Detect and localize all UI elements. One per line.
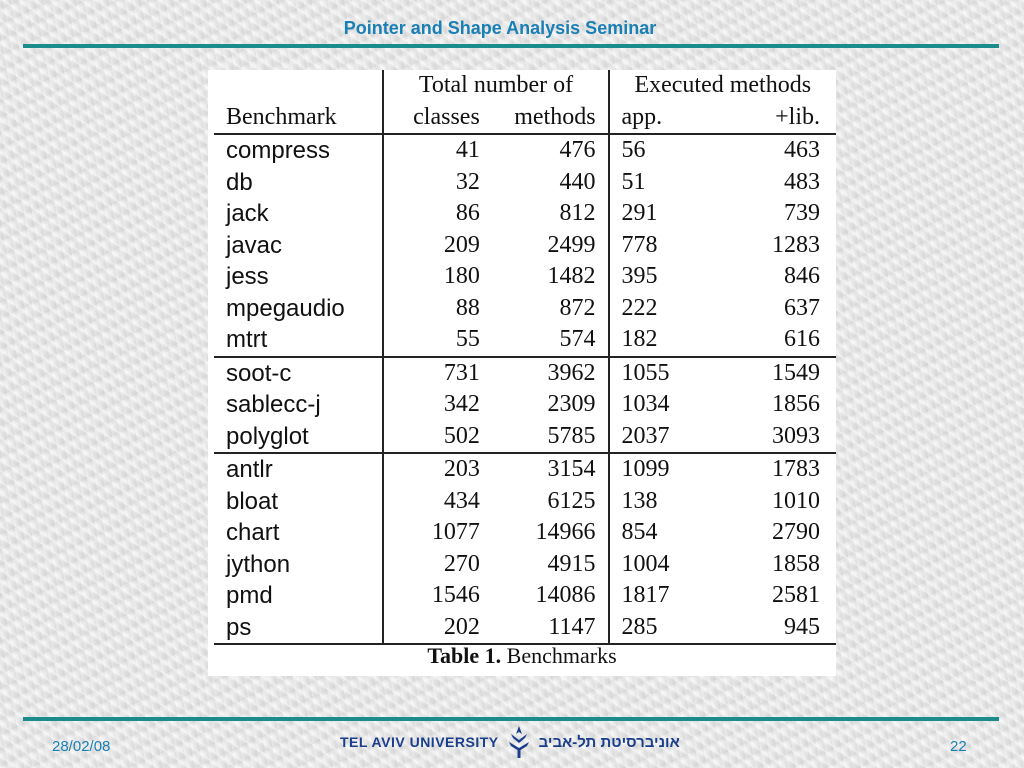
cell-classes: 88 [383, 293, 489, 325]
cell-benchmark-name: javac [226, 231, 283, 259]
footer-date: 28/02/08 [52, 738, 111, 755]
table-row [214, 453, 836, 486]
header-app: app. [609, 102, 690, 135]
cell-app: 285 [609, 612, 690, 645]
cell-app: 1034 [609, 389, 690, 421]
cell-lib: 1283 [772, 231, 820, 258]
cell-benchmark-name: sablecc-j [226, 391, 321, 419]
cell-lib: 2790 [772, 519, 820, 546]
cell-app: 1055 [609, 357, 690, 390]
cell-app: 778 [609, 230, 690, 262]
cell-classes: 502 [383, 421, 489, 454]
cell-benchmark-name: jess [226, 263, 269, 291]
header-lib: +lib. [775, 103, 820, 130]
cell-methods: 14086 [535, 582, 596, 609]
cell-app: 854 [609, 517, 690, 549]
cell-benchmark-name: chart [226, 519, 280, 547]
cell-lib: 616 [784, 326, 820, 353]
header-benchmark: Benchmark [226, 103, 337, 130]
table-row [214, 293, 836, 325]
cell-methods: 3962 [490, 357, 609, 390]
cell-classes: 86 [383, 198, 489, 230]
cell-lib: 846 [784, 263, 820, 290]
cell-lib: 1010 [772, 487, 820, 514]
header-total-number-of: Total number of [383, 70, 608, 102]
cell-classes: 202 [383, 612, 489, 645]
table-row [214, 389, 836, 421]
table-row [214, 134, 836, 167]
table-caption [208, 643, 836, 669]
cell-methods: 2309 [547, 391, 596, 418]
slide-title: Pointer and Shape Analysis Seminar [343, 18, 657, 38]
cell-methods: 6125 [547, 487, 596, 514]
cell-classes: 209 [383, 230, 489, 262]
cell-methods: 1482 [547, 263, 596, 290]
cell-app: 182 [609, 324, 690, 357]
university-emblem-icon [505, 724, 533, 760]
table-row [214, 580, 836, 612]
cell-classes: 180 [383, 261, 489, 293]
cell-classes: 434 [383, 486, 489, 518]
cell-methods: 872 [559, 294, 596, 321]
table-row [214, 324, 836, 357]
table-row [214, 167, 836, 199]
cell-app: 1817 [609, 580, 690, 612]
cell-benchmark-name: polyglot [226, 422, 309, 450]
table-row [214, 357, 836, 390]
cell-lib: 1783 [690, 453, 836, 486]
cell-benchmark-name: ps [214, 612, 383, 645]
cell-methods: 812 [559, 200, 596, 227]
cell-lib: 945 [690, 612, 836, 645]
cell-benchmark-name: db [226, 168, 253, 196]
cell-app: 1004 [609, 549, 690, 581]
cell-benchmark-name: mtrt [226, 326, 268, 354]
cell-methods: 2499 [547, 231, 596, 258]
table-image-panel [208, 70, 836, 676]
cell-classes: 342 [383, 389, 489, 421]
cell-benchmark-name: antlr [214, 453, 383, 486]
cell-app: 291 [609, 198, 690, 230]
table-row [214, 261, 836, 293]
cell-methods: 1147 [490, 612, 609, 645]
table-row [214, 230, 836, 262]
cell-lib: 2581 [772, 582, 820, 609]
header-classes: classes [383, 102, 489, 135]
cell-lib: 1549 [690, 357, 836, 390]
cell-methods: 3154 [490, 453, 609, 486]
cell-classes: 1077 [383, 517, 489, 549]
caption-label: Table 1. [427, 643, 502, 668]
cell-methods: 440 [559, 168, 596, 195]
cell-lib: 1856 [772, 391, 820, 418]
table-header-row [214, 102, 836, 135]
table-row [214, 198, 836, 230]
cell-app: 56 [609, 134, 690, 167]
cell-benchmark-name: compress [214, 134, 383, 167]
header-blank [214, 70, 383, 102]
logo-text-hebrew: אוניברסיטת תל-אביב [538, 733, 680, 751]
cell-classes: 41 [383, 134, 489, 167]
cell-methods: 14966 [535, 519, 596, 546]
cell-methods: 574 [559, 326, 596, 353]
table-row [214, 486, 836, 518]
cell-lib: 3093 [772, 422, 820, 449]
cell-lib: 1858 [772, 550, 820, 577]
cell-lib: 483 [784, 168, 820, 195]
cell-methods: 476 [490, 134, 609, 167]
cell-benchmark-name: pmd [226, 582, 273, 610]
cell-app: 138 [609, 486, 690, 518]
table-row [214, 421, 836, 454]
cell-methods: 5785 [547, 422, 596, 449]
logo-text-english: TEL AVIV UNIVERSITY [340, 734, 499, 750]
cell-lib: 463 [690, 134, 836, 167]
cell-benchmark-name: jython [226, 550, 291, 578]
table-row [214, 612, 836, 645]
cell-classes: 270 [383, 549, 489, 581]
cell-methods: 4915 [547, 550, 596, 577]
cell-classes: 1546 [383, 580, 489, 612]
university-logo [340, 722, 685, 762]
cell-lib: 739 [784, 200, 820, 227]
cell-classes: 32 [383, 167, 489, 199]
cell-benchmark-name: soot-c [214, 357, 383, 390]
benchmark-table [214, 70, 836, 645]
cell-classes: 203 [383, 453, 489, 486]
header-methods: methods [514, 103, 596, 130]
cell-app: 2037 [609, 421, 690, 454]
header-divider [23, 44, 999, 48]
cell-app: 1099 [609, 453, 690, 486]
cell-benchmark-name: jack [226, 200, 269, 228]
cell-classes: 731 [383, 357, 489, 390]
cell-app: 395 [609, 261, 690, 293]
caption-text: Benchmarks [506, 643, 617, 668]
table-header-group-row [214, 70, 836, 102]
table-row [214, 517, 836, 549]
cell-benchmark-name: bloat [226, 487, 279, 515]
cell-classes: 55 [383, 324, 489, 357]
page-number: 22 [950, 738, 967, 755]
cell-app: 222 [609, 293, 690, 325]
cell-app: 51 [609, 167, 690, 199]
header-executed-methods: Executed methods [609, 70, 836, 102]
cell-benchmark-name: mpegaudio [226, 294, 345, 322]
cell-lib: 637 [784, 294, 820, 321]
table-row [214, 549, 836, 581]
footer-divider [23, 717, 999, 721]
